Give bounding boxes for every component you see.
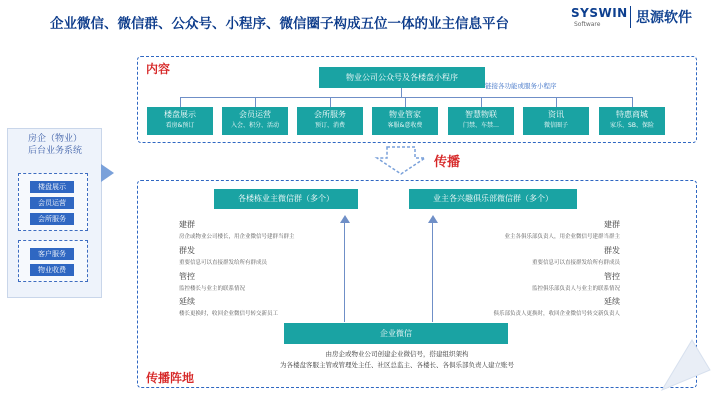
wecom-note-line1: 由房企或物业公司创建企业微信号，搭建组织架构 (325, 350, 469, 358)
connector (255, 97, 256, 107)
up-arrow-right (432, 222, 433, 322)
wecom-note-line2: 为各楼盘客服主管或管理处主任、社区总监主、各楼长、各俱乐部负责人建立账号 (280, 361, 514, 369)
category-sub: 预订、消费 (314, 122, 345, 129)
content-label: 内容 (146, 62, 171, 76)
category-property-butler (372, 107, 438, 135)
category-title: 资讯 (548, 110, 564, 119)
backend-system-title (10, 133, 100, 157)
left-item-body: 重要信息可以直接群发给所有群成员 (179, 260, 268, 266)
category-title: 物业管家 (389, 110, 421, 119)
backend-item-fee: 物业收费 (30, 264, 74, 276)
backend-title-line2: 后台业务系统 (27, 146, 82, 156)
category-smart-iot (448, 107, 514, 135)
down-arrow-icon (373, 146, 429, 176)
category-title: 智慧物联 (465, 110, 497, 119)
right-item-head: 延续 (604, 297, 620, 306)
backend-item-club: 会所服务 (30, 213, 74, 225)
connector (405, 97, 406, 107)
backend-title-line1: 房企（物业） (27, 134, 82, 144)
logo-divider (630, 6, 631, 28)
backend-item-member: 会员运营 (30, 197, 74, 209)
right-item-head: 群发 (604, 246, 620, 255)
category-title: 会员运营 (239, 110, 271, 119)
backend-item-display: 楼盘展示 (30, 181, 74, 193)
connector (330, 97, 331, 107)
page-title: 企业微信、微信群、公众号、小程序、微信圈子构成五位一体的业主信息平台 (50, 16, 509, 32)
category-sub: 门禁、车禁… (462, 122, 499, 129)
left-item-head: 建群 (179, 220, 195, 229)
category-member-ops (222, 107, 288, 135)
club-group-box: 业主各兴趣俱乐部微信群（多个） (409, 189, 577, 209)
link-note: 链接各功能或服务小程序 (485, 82, 557, 90)
right-item-head: 管控 (604, 272, 620, 281)
official-account-box: 物业公司公众号及各楼盘小程序 (319, 67, 485, 88)
right-item-body: 监控俱乐部负责人与业主的联系情况 (531, 286, 620, 292)
category-mall (599, 107, 665, 135)
left-item-body: 楼长更换时，收回企业微信号转交新员工 (179, 311, 279, 317)
up-arrow-left (344, 222, 345, 322)
category-news (523, 107, 589, 135)
right-item-body: 重要信息可以直接群发给所有群成员 (531, 260, 620, 266)
right-item-head: 建群 (604, 220, 620, 229)
channel-label: 传播阵地 (146, 371, 195, 385)
logo-cn: 思源软件 (636, 10, 692, 26)
category-title: 楼盘展示 (164, 110, 196, 119)
connector (401, 88, 402, 97)
logo-en: SYSWIN (571, 6, 628, 20)
right-item-body: 业主各俱乐部负责人，用企业微信号建群当群主 (504, 234, 620, 240)
category-title: 会所服务 (314, 110, 346, 119)
connector (180, 97, 632, 98)
connector (556, 97, 557, 107)
left-item-body: 监控楼长与业主的联系情况 (179, 286, 246, 292)
left-item-head: 群发 (179, 246, 195, 255)
logo-sub: Software (574, 21, 601, 28)
category-property-display (147, 107, 213, 135)
category-sub: 入会、积分、活动 (230, 122, 279, 129)
left-item-body: 房企或物业公司楼长，用企业微信号建群当群主 (179, 234, 295, 240)
right-item-body: 俱乐部负责人更换时，收回企业微信号转交新负责人 (493, 311, 620, 317)
category-sub: 客服&意收费 (387, 122, 423, 129)
arrow-up-icon (428, 215, 438, 223)
wecom-box: 企业微信 (284, 323, 508, 344)
category-title: 特惠商城 (616, 110, 648, 119)
category-sub: 家乐、SB、保险 (610, 122, 654, 129)
decorative-shape (652, 330, 712, 400)
category-club-service (297, 107, 363, 135)
arrow-up-icon (340, 215, 350, 223)
connector (481, 97, 482, 107)
category-sub: 微信圈子 (543, 122, 568, 129)
connector (180, 97, 181, 107)
category-sub: 看房&预订 (165, 122, 195, 129)
left-item-head: 延续 (179, 297, 195, 306)
building-group-box: 各楼栋业主微信群（多个） (214, 189, 358, 209)
connector (632, 97, 633, 107)
arrow-right-icon (101, 164, 114, 182)
spread-label: 传播 (434, 155, 461, 170)
left-item-head: 管控 (179, 272, 195, 281)
backend-item-service: 客户服务 (30, 248, 74, 260)
